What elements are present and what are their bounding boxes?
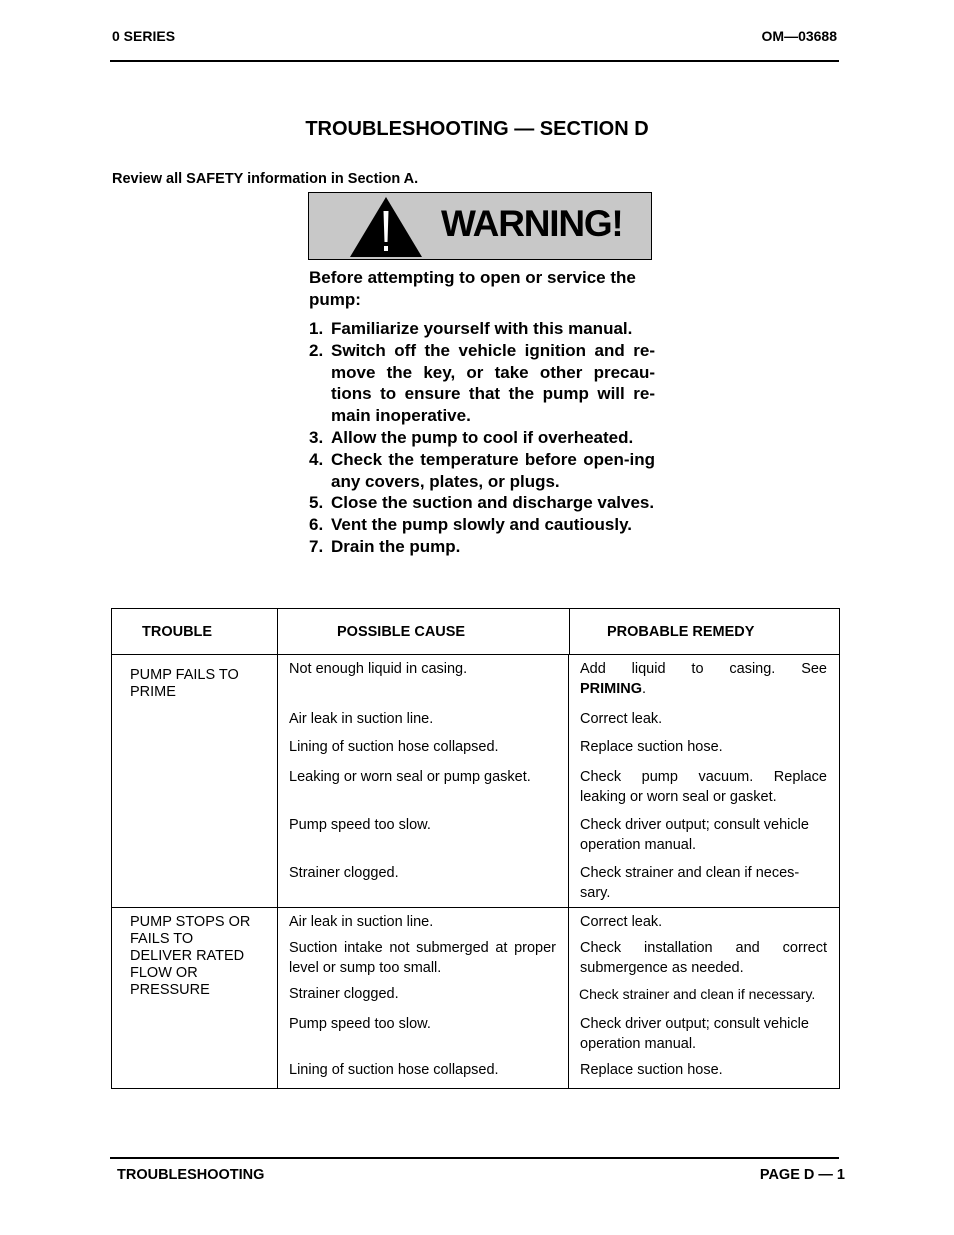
document-number: OM—03688 bbox=[761, 28, 837, 44]
page-footer bbox=[110, 1157, 845, 1183]
remedy-text: Check strainer and clean if neces-sary. bbox=[580, 865, 800, 901]
header-trouble: TROUBLE bbox=[112, 609, 278, 655]
series-label: 0 SERIES bbox=[112, 28, 176, 44]
table-header-row bbox=[112, 609, 840, 655]
remedy-text: Replace suction hose. bbox=[580, 1062, 723, 1078]
cause-text: Strainer clogged. bbox=[278, 861, 569, 907]
cause-text: Not enough liquid in casing. bbox=[278, 655, 569, 703]
page-header bbox=[110, 26, 839, 62]
trouble-cell: PUMP FAILS TO PRIME bbox=[112, 655, 278, 908]
remedy-text: Check installation and correct submergence as needed. bbox=[580, 940, 827, 976]
cause-text: Leaking or worn seal or pump gasket. bbox=[278, 761, 569, 813]
cause-text: Pump speed too slow. bbox=[278, 813, 569, 861]
list-item bbox=[278, 731, 839, 761]
warning-intro: Before attempting to open or service the pump: bbox=[309, 268, 636, 309]
cause-text: Lining of suction hose collapsed. bbox=[278, 731, 569, 761]
remedy-text: Correct leak. bbox=[580, 711, 663, 727]
header-possible-cause: POSSIBLE CAUSE bbox=[278, 609, 570, 655]
warning-step: 2. Switch off the vehicle ignition and re-move the key, or take other precau-tions to ensure that the pump will re-main inoperative. bbox=[309, 340, 655, 426]
remedy-text: Check driver output; consult vehicle operation manual. bbox=[580, 817, 809, 853]
list-item bbox=[278, 908, 839, 936]
remedy-text: Correct leak. bbox=[580, 914, 663, 930]
trouble-cell: PUMP STOPS OR FAILS TO DELIVER RATED FLOW OR PRESSURE bbox=[112, 908, 278, 1089]
list-item bbox=[278, 1012, 839, 1058]
warning-step: 1. Familiarize yourself with this manual. bbox=[309, 319, 633, 338]
list-item bbox=[278, 936, 839, 982]
warning-steps bbox=[309, 318, 655, 558]
table-row bbox=[112, 908, 840, 1089]
warning-step: 7. Drain the pump. bbox=[309, 536, 461, 556]
list-item bbox=[278, 861, 839, 907]
remedy-text: Check pump vacuum. Replace leaking or worn seal or gasket. bbox=[580, 769, 827, 805]
list-item bbox=[278, 982, 839, 1012]
list-item bbox=[278, 703, 839, 731]
cause-remedy-list bbox=[278, 908, 839, 1088]
warning-step: 3. Allow the pump to cool if overheated. bbox=[309, 427, 634, 447]
cause-text: Air leak in suction line. bbox=[278, 703, 569, 731]
table-row bbox=[112, 655, 840, 908]
list-item bbox=[278, 813, 839, 861]
warning-step: 4. Check the temperature before open-ing any covers, plates, or plugs. bbox=[309, 449, 655, 491]
list-item bbox=[278, 761, 839, 813]
cause-remedy-list bbox=[278, 655, 839, 907]
remedy-text: Add liquid to casing. See PRIMING. bbox=[580, 661, 827, 697]
list-item bbox=[278, 655, 839, 703]
remedy-text: Check strainer and clean if necessary. bbox=[579, 986, 816, 1002]
remedy-text: Check driver output; consult vehicle operation manual. bbox=[580, 1016, 809, 1052]
page-title: TROUBLESHOOTING — SECTION D bbox=[305, 118, 649, 140]
warning-banner bbox=[308, 192, 652, 260]
cause-text: Strainer clogged. bbox=[278, 982, 569, 1012]
list-item bbox=[278, 1058, 839, 1088]
cause-text: Lining of suction hose collapsed. bbox=[278, 1058, 569, 1088]
remedy-text: Replace suction hose. bbox=[580, 739, 723, 755]
header-probable-remedy: PROBABLE REMEDY bbox=[570, 609, 840, 655]
warning-step: 6. Vent the pump slowly and cautiously. bbox=[309, 515, 633, 535]
warning-triangle-icon bbox=[349, 196, 423, 258]
cause-text: Air leak in suction line. bbox=[278, 908, 569, 936]
warning-heading: WARNING! bbox=[441, 203, 623, 244]
troubleshooting-table bbox=[111, 608, 840, 1089]
safety-review-note: Review all SAFETY information in Section A. bbox=[112, 171, 419, 187]
cause-text: Suction intake not submerged at proper level or sump too small. bbox=[278, 936, 569, 982]
page-number: PAGE D — 1 bbox=[759, 1167, 845, 1183]
footer-section-label: TROUBLESHOOTING bbox=[117, 1167, 265, 1183]
warning-step: 5. Close the suction and discharge valves. bbox=[309, 493, 655, 513]
cause-text: Pump speed too slow. bbox=[278, 1012, 569, 1058]
